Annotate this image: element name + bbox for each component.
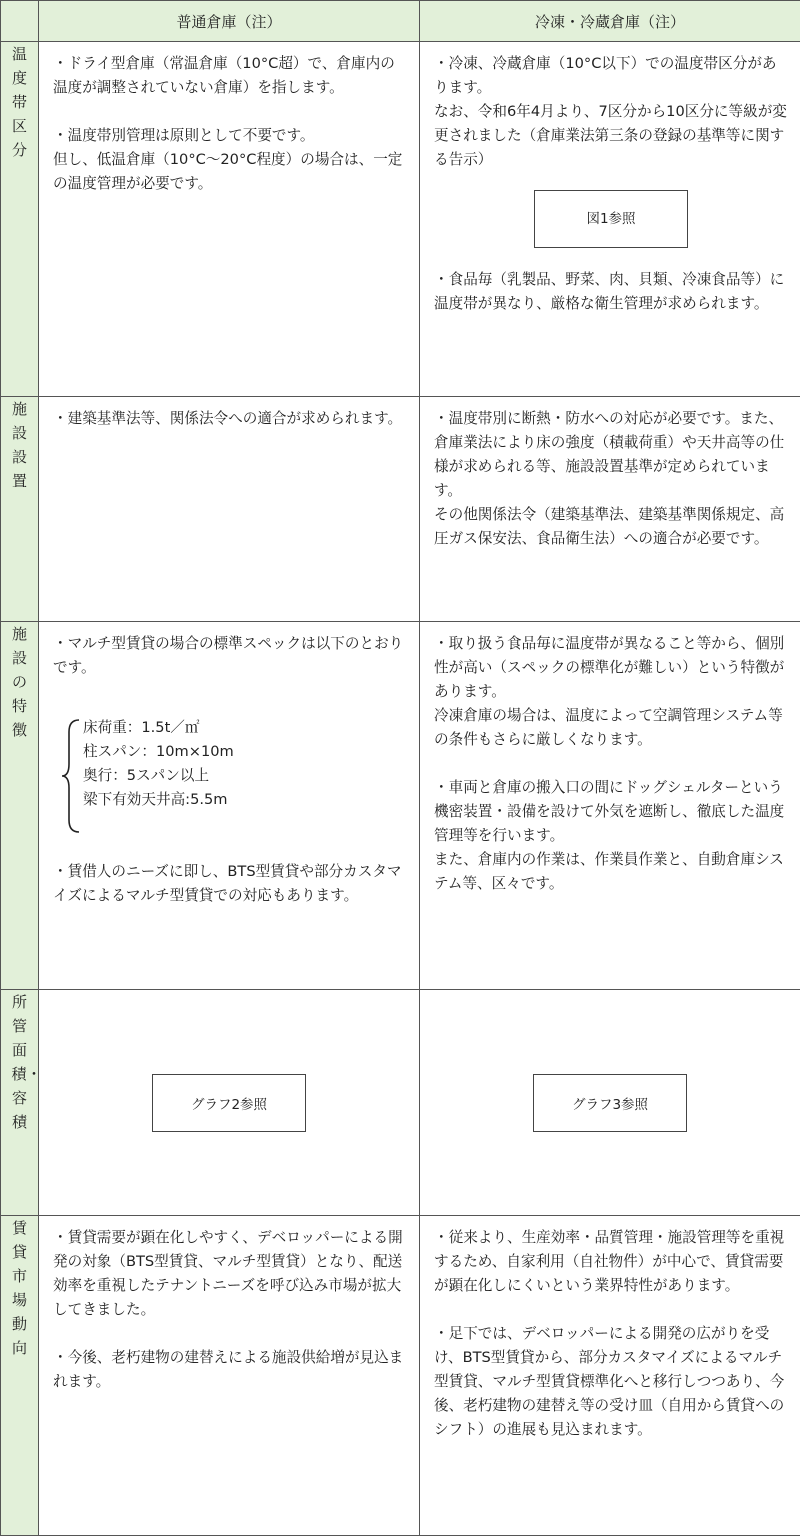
paragraph: ・温度帯別に断熱・防水への対応が必要です。また、倉庫業法により床の強度（積載荷重）や天井高等の仕様が求められる等、施設設置基準が定められています。: [434, 407, 788, 503]
header-normal-warehouse: 普通倉庫（注）: [39, 1, 420, 42]
row-temperature: [1, 42, 800, 397]
paragraph: ・マルチ型賃貸の場合の標準スペックは以下のとおりです。: [53, 632, 407, 680]
paragraph: ・ドライ型倉庫（常温倉庫（10°C超）で、倉庫内の温度が調整されていない倉庫）を指します。: [53, 52, 407, 100]
curly-brace-icon: [59, 716, 83, 836]
paragraph: 但し、低温倉庫（10°C～20°C程度）の場合は、一定の温度管理が必要です。: [53, 148, 407, 196]
spec-list: [59, 716, 407, 836]
header-row: [1, 1, 800, 42]
cell-facility-normal: [39, 397, 420, 622]
paragraph: また、倉庫内の作業は、作業員作業と、自動倉庫システム等、区々です。: [434, 848, 788, 896]
cell-area-cold: [420, 990, 800, 1216]
row-area: [1, 990, 800, 1216]
cell-area-normal: [39, 990, 420, 1216]
paragraph: ・賃借人のニーズに即し、BTS型賃貸や部分カスタマイズによるマルチ型賃貸での対応もあります。: [53, 860, 407, 908]
row-label-facility: 施設設置: [1, 397, 39, 622]
paragraph: ・足下では、デベロッパーによる開発の広がりを受け、BTS型賃貸から、部分カスタマイズによるマルチ型賃貸、マルチ型賃貸標準化へと移行しつつあり、今後、老朽建物の建替え等の受け皿（自用から賃貸へのシフト）の進展も見込まれます。: [434, 1322, 788, 1442]
spec-item: 床荷重：1.5t／㎡: [83, 716, 234, 740]
row-features: [1, 622, 800, 990]
graph2-reference-box: グラフ2参照: [152, 1074, 306, 1132]
paragraph: その他関係法令（建築基準法、建築基準関係規定、高圧ガス保安法、食品衛生法）への適合が必要です。: [434, 503, 788, 551]
row-market: [1, 1216, 800, 1536]
header-corner: [1, 1, 39, 42]
row-label-temperature: 温度帯区分: [1, 42, 39, 397]
paragraph: ・温度帯別管理は原則として不要です。: [53, 124, 407, 148]
row-label-market: 賃貸市場動向: [1, 1216, 39, 1536]
row-facility: [1, 397, 800, 622]
paragraph: ・賃貸需要が顕在化しやすく、デベロッパーによる開発の対象（BTS型賃貸、マルチ型賃貸）となり、配送効率を重視したテナントニーズを呼び込み市場が拡大してきました。: [53, 1226, 407, 1322]
cell-temperature-normal: [39, 42, 420, 397]
header-cold-warehouse: 冷凍・冷蔵倉庫（注）: [420, 1, 800, 42]
paragraph: ・建築基準法等、関係法令への適合が求められます。: [53, 407, 407, 431]
cell-market-cold: [420, 1216, 800, 1536]
paragraph: ・今後、老朽建物の建替えによる施設供給増が見込まれます。: [53, 1346, 407, 1394]
spec-item: 柱スパン：10m×10m: [83, 740, 234, 764]
spec-item: 奥行：5スパン以上: [83, 764, 234, 788]
cell-market-normal: [39, 1216, 420, 1536]
cell-features-normal: [39, 622, 420, 990]
cell-features-cold: [420, 622, 800, 990]
paragraph: ・食品毎（乳製品、野菜、肉、貝類、冷凍食品等）に温度帯が異なり、厳格な衛生管理が求められます。: [434, 268, 788, 316]
paragraph: なお、令和6年4月より、7区分から10区分に等級が変更されました（倉庫業法第三条の登録の基準等に関する告示）: [434, 100, 788, 172]
cell-facility-cold: [420, 397, 800, 622]
graph3-reference-box: グラフ3参照: [533, 1074, 687, 1132]
paragraph: 冷凍倉庫の場合は、温度によって空調管理システム等の条件もさらに厳しくなります。: [434, 704, 788, 752]
figure1-reference-box: 図1参照: [534, 190, 688, 248]
cell-temperature-cold: [420, 42, 800, 397]
row-label-features: 施設の特徴: [1, 622, 39, 990]
paragraph: ・取り扱う食品毎に温度帯が異なること等から、個別性が高い（スペックの標準化が難しい）という特徴があります。: [434, 632, 788, 704]
row-label-area: 所管面積・容積: [1, 990, 39, 1216]
paragraph: ・従来より、生産効率・品質管理・施設管理等を重視するため、自家利用（自社物件）が中心で、賃貸需要が顕在化しにくいという業界特性があります。: [434, 1226, 788, 1298]
paragraph: ・冷凍、冷蔵倉庫（10°C以下）での温度帯区分があります。: [434, 52, 788, 100]
spec-item: 梁下有効天井高:5.5m: [83, 788, 234, 812]
paragraph: ・車両と倉庫の搬入口の間にドッグシェルターという機密装置・設備を設けて外気を遮断し、徹底した温度管理等を行います。: [434, 776, 788, 848]
